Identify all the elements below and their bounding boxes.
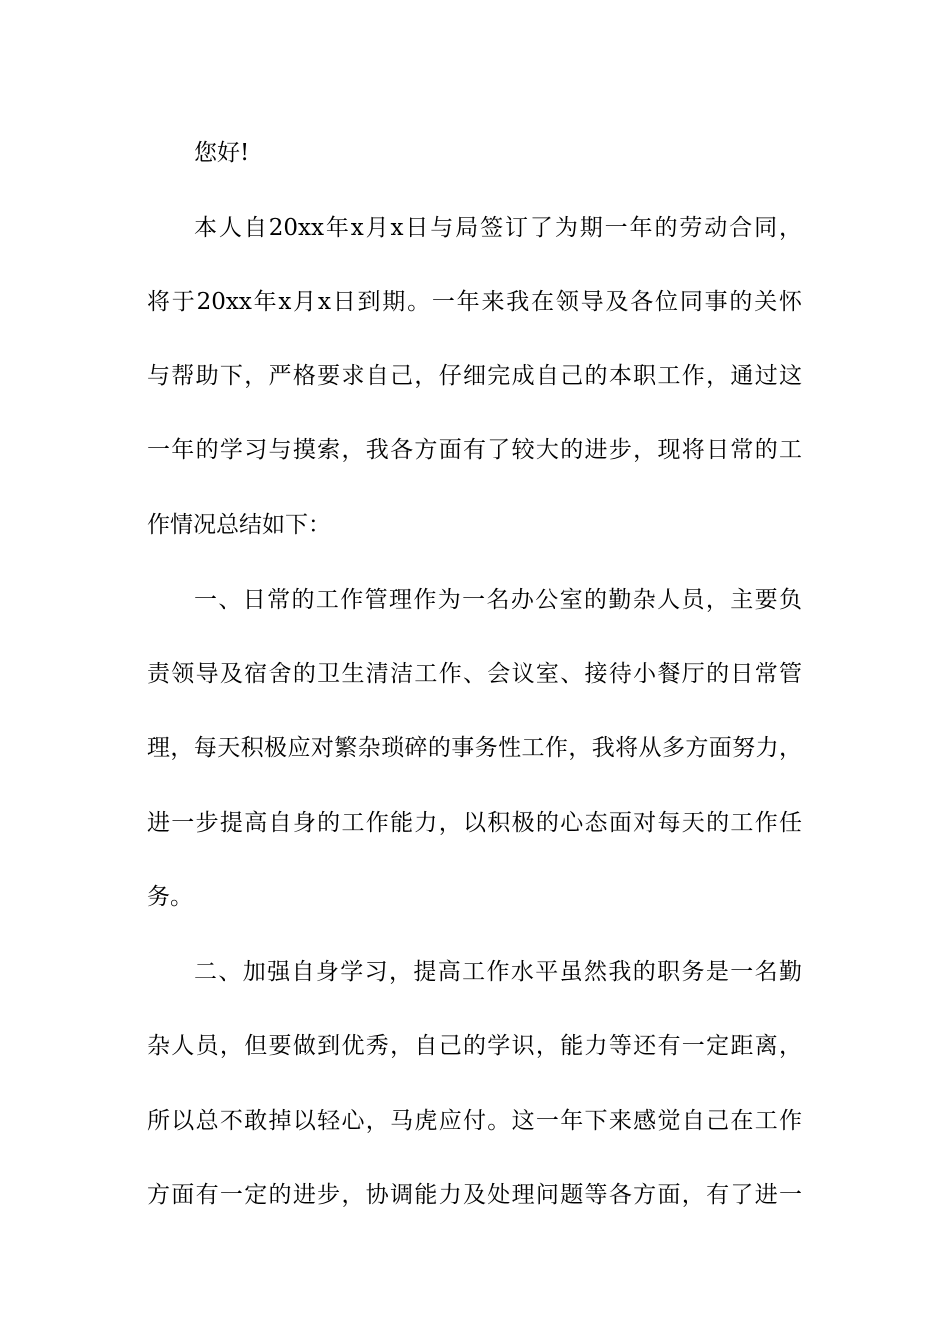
paragraph-2-line-1: 一、日常的工作管理作为一名办公室的勤杂人员，主要负 xyxy=(194,587,802,613)
paragraph-1-line-1: 本人自20xx年x月x日与局签订了为期一年的劳动合同， xyxy=(194,215,802,241)
paragraph-3-line-2: 杂人员，但要做到优秀，自己的学识，能力等还有一定距离， xyxy=(147,1033,802,1059)
paragraph-1-line-2: 将于20xx年x月x日到期。一年来我在领导及各位同事的关怀 xyxy=(147,289,802,315)
paragraph-3-line-3: 所以总不敢掉以轻心，马虎应付。这一年下来感觉自己在工作 xyxy=(147,1108,802,1134)
paragraph-3-line-1: 二、加强自身学习，提高工作水平虽然我的职务是一名勤 xyxy=(194,959,802,985)
greeting-line: 您好! xyxy=(194,140,250,166)
paragraph-1-line-3: 与帮助下，严格要求自己，仔细完成自己的本职工作，通过这 xyxy=(147,363,802,389)
paragraph-1-line-4: 一年的学习与摸索，我各方面有了较大的进步，现将日常的工 xyxy=(147,437,802,463)
paragraph-2-line-4: 进一步提高自身的工作能力，以积极的心态面对每天的工作任 xyxy=(147,810,802,836)
paragraph-2-line-2: 责领导及宿舍的卫生清洁工作、会议室、接待小餐厅的日常管 xyxy=(147,661,802,687)
paragraph-1-line-5: 作情况总结如下： xyxy=(147,512,331,538)
paragraph-2-line-3: 理，每天积极应对繁杂琐碎的事务性工作，我将从多方面努力， xyxy=(147,735,802,761)
paragraph-2-line-5: 务。 xyxy=(147,884,193,910)
paragraph-3-line-4: 方面有一定的进步，协调能力及处理问题等各方面，有了进一 xyxy=(147,1182,802,1208)
